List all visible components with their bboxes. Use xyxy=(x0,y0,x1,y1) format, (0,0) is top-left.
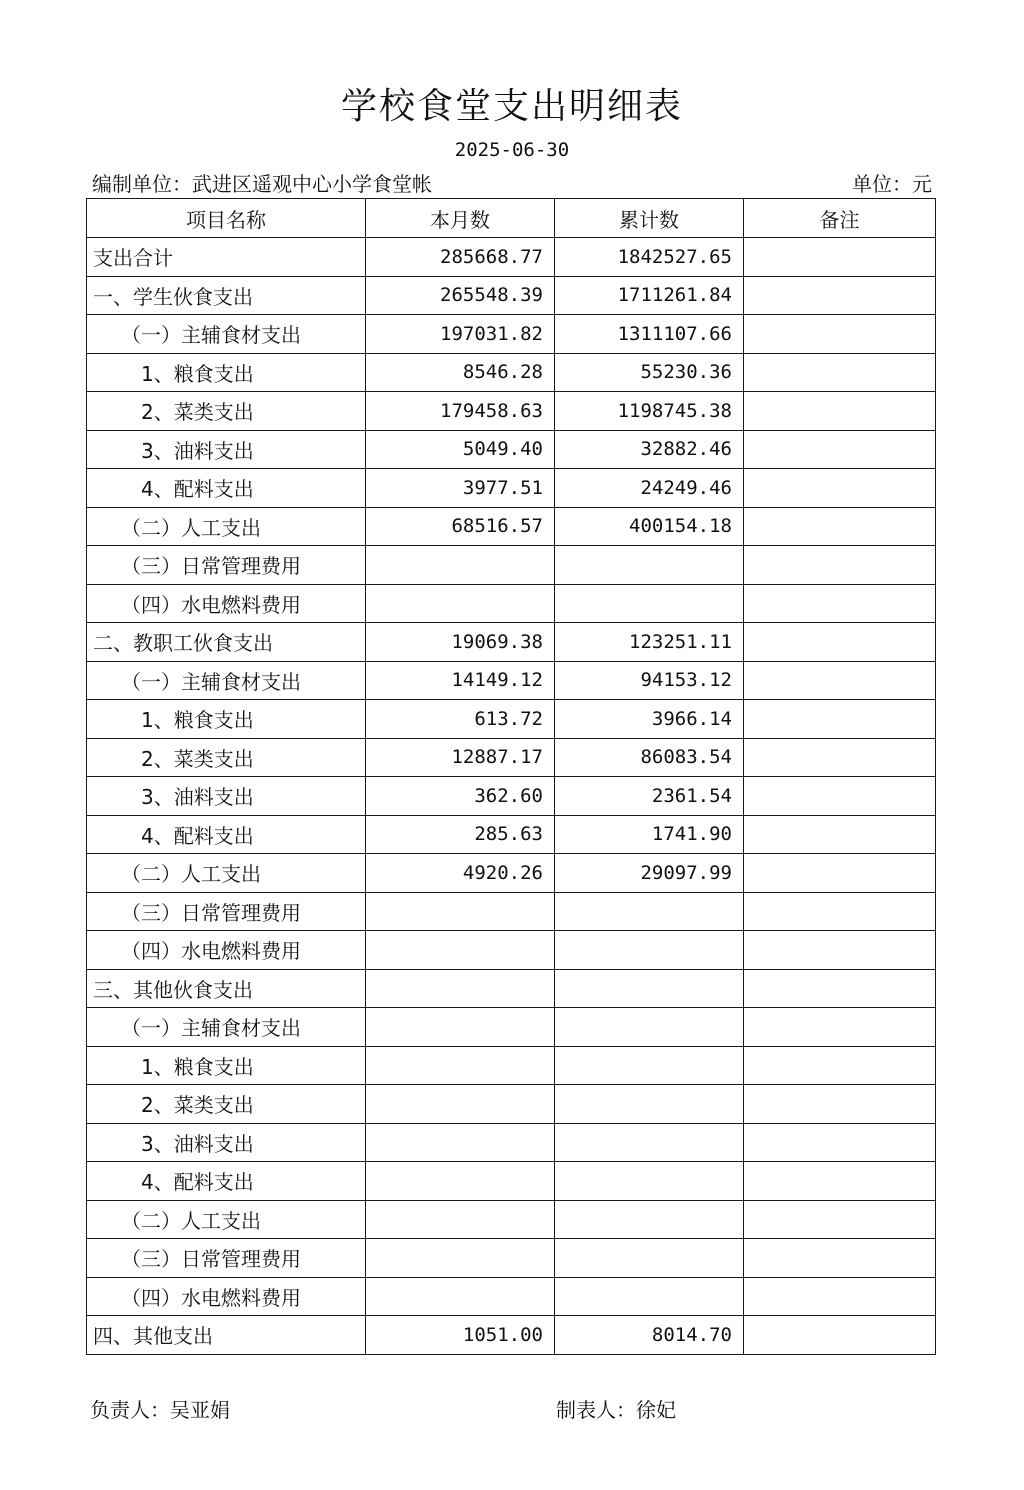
cell-remarks xyxy=(744,623,936,662)
cell-item-name xyxy=(87,815,366,854)
cell-remarks xyxy=(744,1239,936,1278)
table-row xyxy=(87,777,936,816)
cell-cumulative xyxy=(555,1277,744,1316)
row-item-name: （三）日常管理费用 xyxy=(121,1247,301,1272)
cell-remarks xyxy=(744,315,936,354)
responsible-person: 负责人：吴亚娟 xyxy=(90,1398,230,1422)
cell-item-name xyxy=(87,931,366,970)
row-item-name: （二）人工支出 xyxy=(121,1208,261,1233)
cell-item-name xyxy=(87,469,366,508)
cell-remarks xyxy=(744,1277,936,1316)
cell-this-month xyxy=(366,892,555,931)
cell-this-month xyxy=(366,1123,555,1162)
row-item-name: 支出合计 xyxy=(93,246,173,271)
cell-cumulative: 55230.36 xyxy=(555,353,744,392)
cell-remarks xyxy=(744,700,936,739)
cell-this-month xyxy=(366,1162,555,1201)
row-item-name: 4、配料支出 xyxy=(141,823,254,848)
cell-cumulative xyxy=(555,1046,744,1085)
cell-item-name xyxy=(87,777,366,816)
table-body xyxy=(87,238,936,1355)
cell-this-month: 68516.57 xyxy=(366,507,555,546)
table-row xyxy=(87,854,936,893)
preparing-unit: 编制单位：武进区遥观中心小学食堂帐 xyxy=(92,172,432,196)
table-row xyxy=(87,969,936,1008)
cell-item-name xyxy=(87,1277,366,1316)
table-row xyxy=(87,1123,936,1162)
cell-remarks xyxy=(744,1123,936,1162)
cell-item-name xyxy=(87,1085,366,1124)
cell-remarks xyxy=(744,469,936,508)
table-row xyxy=(87,546,936,585)
table-row xyxy=(87,1162,936,1201)
row-item-name: （四）水电燃料费用 xyxy=(121,592,301,617)
cell-remarks xyxy=(744,1008,936,1047)
cell-cumulative: 2361.54 xyxy=(555,777,744,816)
report-date: 2025-06-30 xyxy=(454,139,570,161)
table-row xyxy=(87,1046,936,1085)
cell-cumulative xyxy=(555,969,744,1008)
cell-this-month: 4920.26 xyxy=(366,854,555,893)
cell-remarks xyxy=(744,969,936,1008)
cell-this-month xyxy=(366,1277,555,1316)
cell-remarks xyxy=(744,1200,936,1239)
table-row xyxy=(87,931,936,970)
cell-item-name xyxy=(87,1200,366,1239)
cell-remarks xyxy=(744,276,936,315)
cell-this-month xyxy=(366,1200,555,1239)
cell-item-name xyxy=(87,1008,366,1047)
table-row xyxy=(87,1277,936,1316)
cell-cumulative: 1198745.38 xyxy=(555,392,744,431)
cell-cumulative: 1741.90 xyxy=(555,815,744,854)
row-item-name: 一、学生伙食支出 xyxy=(93,284,253,309)
cell-remarks xyxy=(744,661,936,700)
table-row xyxy=(87,815,936,854)
column-header-remarks: 备注 xyxy=(744,199,936,238)
row-item-name: 2、菜类支出 xyxy=(141,400,254,425)
row-item-name: （二）人工支出 xyxy=(121,515,261,540)
cell-item-name xyxy=(87,353,366,392)
table-row xyxy=(87,584,936,623)
cell-cumulative: 29097.99 xyxy=(555,854,744,893)
row-item-name: （三）日常管理费用 xyxy=(121,554,301,579)
cell-cumulative: 32882.46 xyxy=(555,430,744,469)
cell-cumulative: 24249.46 xyxy=(555,469,744,508)
cell-cumulative: 1842527.65 xyxy=(555,238,744,277)
cell-this-month: 285668.77 xyxy=(366,238,555,277)
row-item-name: 2、菜类支出 xyxy=(141,1093,254,1118)
cell-cumulative xyxy=(555,892,744,931)
cell-cumulative: 123251.11 xyxy=(555,623,744,662)
cell-cumulative: 1311107.66 xyxy=(555,315,744,354)
row-item-name: 2、菜类支出 xyxy=(141,746,254,771)
table-row xyxy=(87,353,936,392)
cell-this-month: 3977.51 xyxy=(366,469,555,508)
cell-cumulative: 400154.18 xyxy=(555,507,744,546)
row-item-name: 3、油料支出 xyxy=(141,438,254,463)
cell-item-name xyxy=(87,700,366,739)
cell-this-month: 8546.28 xyxy=(366,353,555,392)
cell-this-month xyxy=(366,931,555,970)
cell-this-month: 285.63 xyxy=(366,815,555,854)
cell-cumulative: 94153.12 xyxy=(555,661,744,700)
cell-remarks xyxy=(744,892,936,931)
cell-cumulative xyxy=(555,931,744,970)
table-row xyxy=(87,392,936,431)
table-row xyxy=(87,469,936,508)
table-row xyxy=(87,507,936,546)
row-item-name: 1、粮食支出 xyxy=(141,1054,254,1079)
cell-remarks xyxy=(744,584,936,623)
cell-this-month: 1051.00 xyxy=(366,1316,555,1355)
cell-remarks xyxy=(744,1046,936,1085)
currency-unit: 单位：元 xyxy=(852,172,932,196)
cell-item-name xyxy=(87,276,366,315)
cell-item-name xyxy=(87,584,366,623)
expense-table xyxy=(86,198,936,1355)
cell-this-month xyxy=(366,1046,555,1085)
cell-cumulative xyxy=(555,1085,744,1124)
cell-item-name xyxy=(87,738,366,777)
cell-remarks xyxy=(744,430,936,469)
cell-remarks xyxy=(744,507,936,546)
cell-this-month xyxy=(366,1085,555,1124)
cell-this-month xyxy=(366,1008,555,1047)
row-item-name: 3、油料支出 xyxy=(141,1131,254,1156)
cell-remarks xyxy=(744,1316,936,1355)
cell-item-name xyxy=(87,238,366,277)
cell-item-name xyxy=(87,1046,366,1085)
column-header-item-name: 项目名称 xyxy=(87,199,366,238)
cell-item-name xyxy=(87,315,366,354)
table-row xyxy=(87,661,936,700)
row-item-name: 4、配料支出 xyxy=(141,1170,254,1195)
cell-cumulative xyxy=(555,1200,744,1239)
cell-this-month: 613.72 xyxy=(366,700,555,739)
page-title: 学校食堂支出明细表 xyxy=(340,86,683,127)
cell-item-name xyxy=(87,1239,366,1278)
cell-remarks xyxy=(744,777,936,816)
cell-cumulative: 86083.54 xyxy=(555,738,744,777)
cell-remarks xyxy=(744,238,936,277)
cell-remarks xyxy=(744,1162,936,1201)
cell-remarks xyxy=(744,353,936,392)
cell-remarks xyxy=(744,931,936,970)
cell-this-month xyxy=(366,1239,555,1278)
row-item-name: （四）水电燃料费用 xyxy=(121,939,301,964)
cell-cumulative xyxy=(555,546,744,585)
cell-cumulative xyxy=(555,1008,744,1047)
row-item-name: 三、其他伙食支出 xyxy=(93,977,253,1002)
cell-this-month: 265548.39 xyxy=(366,276,555,315)
row-item-name: 1、粮食支出 xyxy=(141,361,254,386)
cell-cumulative: 3966.14 xyxy=(555,700,744,739)
table-preparer: 制表人：徐妃 xyxy=(556,1398,676,1422)
table-header-row xyxy=(87,199,936,238)
cell-this-month: 362.60 xyxy=(366,777,555,816)
cell-remarks xyxy=(744,854,936,893)
cell-this-month: 12887.17 xyxy=(366,738,555,777)
cell-this-month: 19069.38 xyxy=(366,623,555,662)
cell-this-month: 179458.63 xyxy=(366,392,555,431)
cell-item-name xyxy=(87,661,366,700)
cell-item-name xyxy=(87,546,366,585)
table-row xyxy=(87,738,936,777)
cell-item-name xyxy=(87,969,366,1008)
row-item-name: 3、油料支出 xyxy=(141,785,254,810)
row-item-name: （二）人工支出 xyxy=(121,862,261,887)
cell-this-month xyxy=(366,584,555,623)
table-row xyxy=(87,430,936,469)
cell-cumulative xyxy=(555,584,744,623)
row-item-name: （四）水电燃料费用 xyxy=(121,1285,301,1310)
cell-this-month: 197031.82 xyxy=(366,315,555,354)
table-row xyxy=(87,1085,936,1124)
table-row xyxy=(87,700,936,739)
cell-cumulative: 1711261.84 xyxy=(555,276,744,315)
cell-remarks xyxy=(744,738,936,777)
column-header-cumulative: 累计数 xyxy=(555,199,744,238)
cell-this-month xyxy=(366,969,555,1008)
cell-cumulative xyxy=(555,1162,744,1201)
table-row xyxy=(87,623,936,662)
cell-remarks xyxy=(744,815,936,854)
cell-item-name xyxy=(87,623,366,662)
cell-item-name xyxy=(87,507,366,546)
row-item-name: （一）主辅食材支出 xyxy=(121,1016,301,1041)
table-row xyxy=(87,315,936,354)
cell-item-name xyxy=(87,430,366,469)
cell-item-name xyxy=(87,1123,366,1162)
cell-item-name xyxy=(87,1162,366,1201)
cell-item-name xyxy=(87,892,366,931)
table-row xyxy=(87,238,936,277)
cell-this-month xyxy=(366,546,555,585)
column-header-this-month: 本月数 xyxy=(366,199,555,238)
row-item-name: （一）主辅食材支出 xyxy=(121,323,301,348)
cell-cumulative xyxy=(555,1239,744,1278)
cell-item-name xyxy=(87,854,366,893)
cell-item-name xyxy=(87,1316,366,1355)
cell-this-month: 5049.40 xyxy=(366,430,555,469)
table-row xyxy=(87,1008,936,1047)
cell-remarks xyxy=(744,1085,936,1124)
row-item-name: （一）主辅食材支出 xyxy=(121,669,301,694)
row-item-name: 二、教职工伙食支出 xyxy=(93,631,273,656)
table-row xyxy=(87,1316,936,1355)
table-row xyxy=(87,892,936,931)
table-row xyxy=(87,276,936,315)
cell-remarks xyxy=(744,546,936,585)
cell-cumulative xyxy=(555,1123,744,1162)
row-item-name: 四、其他支出 xyxy=(93,1324,213,1349)
row-item-name: 1、粮食支出 xyxy=(141,708,254,733)
row-item-name: 4、配料支出 xyxy=(141,477,254,502)
cell-cumulative: 8014.70 xyxy=(555,1316,744,1355)
cell-item-name xyxy=(87,392,366,431)
cell-this-month: 14149.12 xyxy=(366,661,555,700)
table-row xyxy=(87,1239,936,1278)
table-row xyxy=(87,1200,936,1239)
cell-remarks xyxy=(744,392,936,431)
row-item-name: （三）日常管理费用 xyxy=(121,900,301,925)
